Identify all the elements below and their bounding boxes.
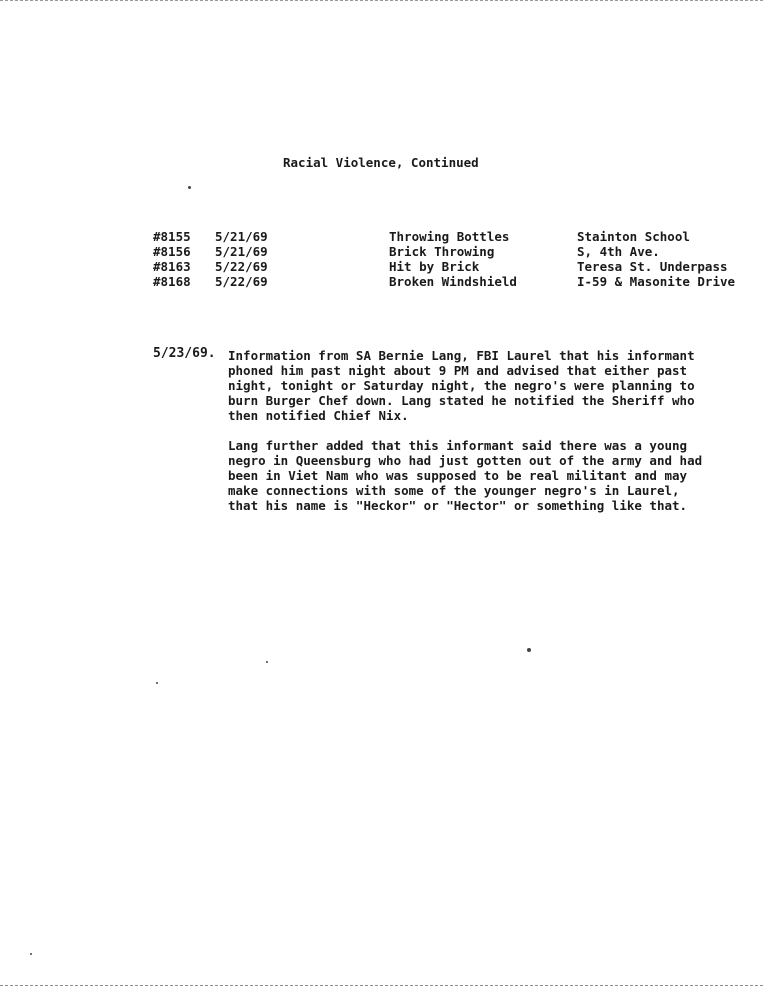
incident-date: 5/22/69 bbox=[215, 274, 268, 289]
entry-date: 5/23/69. bbox=[153, 346, 216, 361]
incident-type: Broken Windshield bbox=[389, 274, 517, 289]
top-page-edge bbox=[0, 0, 763, 1]
scan-speck bbox=[30, 953, 32, 955]
table-row bbox=[153, 244, 743, 259]
scan-speck bbox=[527, 648, 531, 652]
entry-paragraph: Lang further added that this informant said there was a young negro in Queensburg who had just gotten out of the army and had been in Viet Nam who was supposed to be real militant and may make connections with some of the younger negro's in Laurel, that his name is "Heckor" or "Hector" or something like that. bbox=[228, 438, 703, 514]
scan-speck bbox=[156, 682, 158, 684]
incident-location: I-59 & Masonite Drive bbox=[577, 274, 736, 289]
incident-date: 5/22/69 bbox=[215, 259, 268, 274]
table-row bbox=[153, 274, 743, 289]
scan-speck bbox=[266, 661, 268, 663]
incident-type: Throwing Bottles bbox=[389, 229, 510, 244]
entry-paragraph: Information from SA Bernie Lang, FBI Laurel that his informant phoned him past night about 9 PM and advised that either past night, tonight or Saturday night, the negro's were planning to burn Burger Chef down. Lang stated he notified the Sheriff who then notified Chief Nix. bbox=[228, 348, 695, 424]
incident-number: #8156 bbox=[153, 244, 191, 259]
scan-speck bbox=[188, 186, 191, 189]
incident-date: 5/21/69 bbox=[215, 229, 268, 244]
incident-location: Stainton School bbox=[577, 229, 690, 244]
page-title: Racial Violence, Continued bbox=[283, 155, 479, 170]
table-row bbox=[153, 229, 743, 244]
table-row bbox=[153, 259, 743, 274]
incident-type: Brick Throwing bbox=[389, 244, 495, 259]
incident-location: S, 4th Ave. bbox=[577, 244, 660, 259]
incident-number: #8168 bbox=[153, 274, 191, 289]
incident-number: #8155 bbox=[153, 229, 191, 244]
incident-type: Hit by Brick bbox=[389, 259, 480, 274]
incident-number: #8163 bbox=[153, 259, 191, 274]
incident-location: Teresa St. Underpass bbox=[577, 259, 728, 274]
incident-date: 5/21/69 bbox=[215, 244, 268, 259]
bottom-page-edge bbox=[0, 985, 763, 986]
incident-table bbox=[153, 229, 743, 289]
